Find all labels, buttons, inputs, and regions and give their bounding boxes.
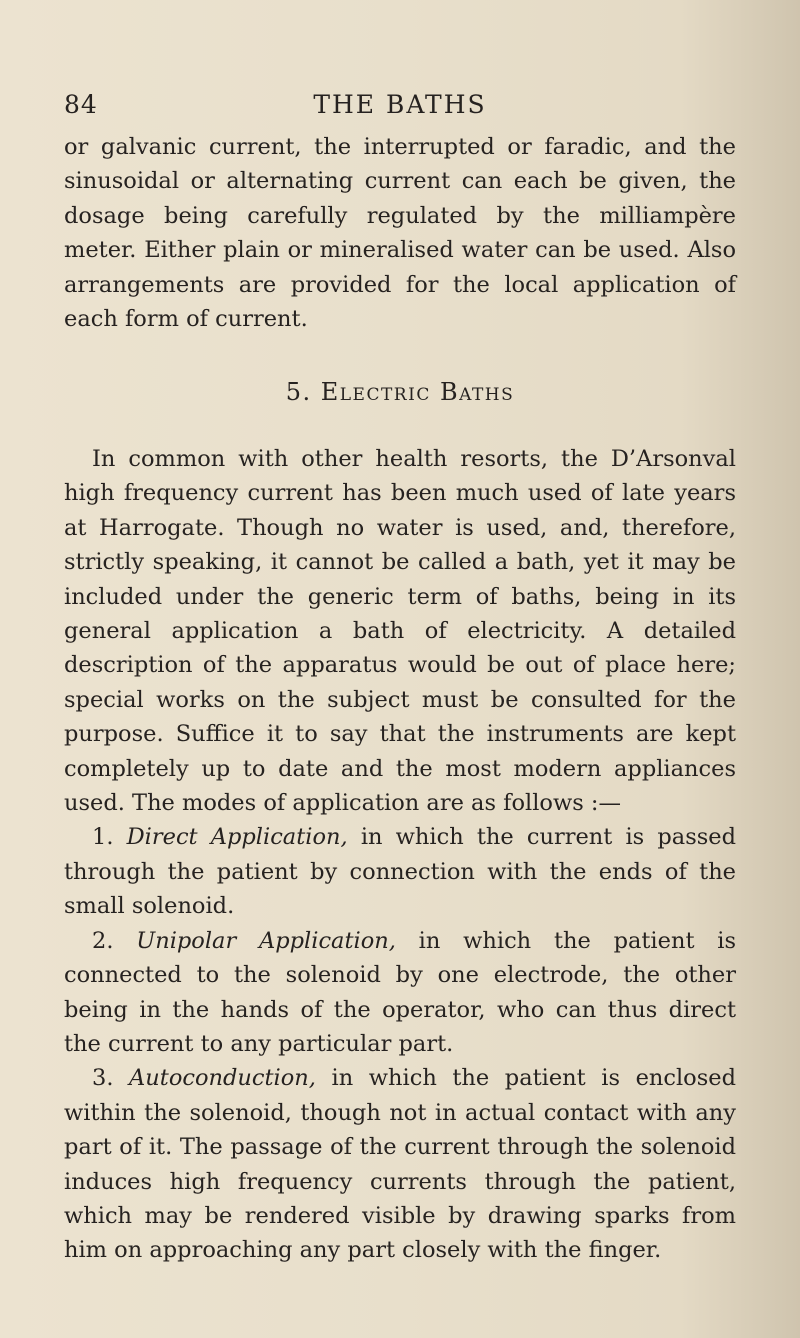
mode-item-autoconduction xyxy=(64,1061,736,1267)
mode-text: in which the patient is connected to the solenoid by one electrode, the other being in the hands of the operator, who can thus direct the current to any particular part. xyxy=(64,927,736,1057)
intro-paragraph: or galvanic current, the interrupted or faradic, and the sinusoidal or alternating current can each be given, the dosage being carefully regulated by the milliampère meter. Either plain or mineralised water can be used. Also arrangements are provided for the local application of each form of current. xyxy=(64,134,736,333)
section-heading: 5. Electric Baths xyxy=(285,378,515,406)
section-body xyxy=(64,442,736,1268)
running-title: THE BATHS xyxy=(313,90,487,119)
mode-title: Autoconduction, xyxy=(129,1065,316,1092)
page-number: 84 xyxy=(64,90,98,119)
mode-item-direct xyxy=(64,820,736,923)
page-header xyxy=(64,90,736,124)
mode-item-unipolar xyxy=(64,924,736,1062)
mode-text: in which the patient is enclosed within the solenoid, though not in actual contact with any part of it. The passage of the current through the solenoid induces high frequency currents through the patient, which may be rendered visible by drawing sparks from him on approaching any part closely with the finger. xyxy=(64,1065,736,1264)
section-paragraph: In common with other health resorts, the D’Arsonval high frequency current has been much used of late years at Harrogate. Though no water is used, and, therefore, strictly speaking, it cannot be called a bath, yet it may be included under the generic term of baths, being in its general application a bath of electricity. A detailed description of the apparatus would be out of place here; special works on the subject must be consulted for the purpose. Suffice it to say that the instruments are kept completely up to date and the most modern appliances used. The modes of application are as follows :— xyxy=(64,446,736,817)
mode-title: Unipolar Application, xyxy=(136,927,396,954)
intro-text xyxy=(64,130,736,336)
mode-number: 2. xyxy=(92,927,114,954)
mode-text: in which the current is passed through the patient by connection with the ends of the small solenoid. xyxy=(64,824,736,920)
mode-number: 3. xyxy=(92,1065,114,1092)
mode-number: 1. xyxy=(92,824,114,851)
mode-title: Direct Application, xyxy=(126,824,348,851)
